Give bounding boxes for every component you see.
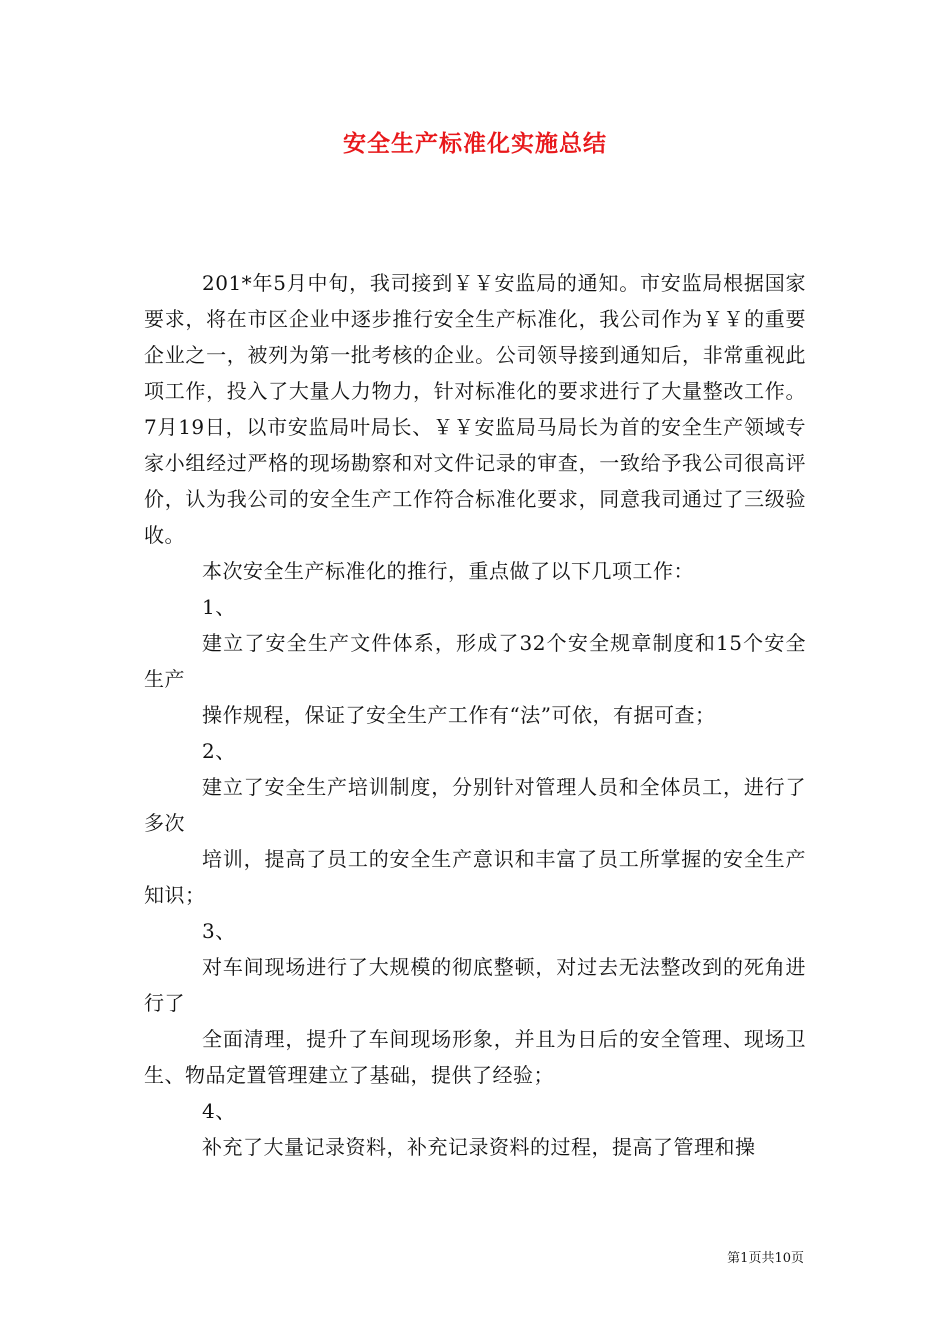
list-number-1: 1、: [202, 595, 236, 619]
document-title: 安全生产标准化实施总结: [343, 130, 607, 157]
list-number-2: 2、: [202, 739, 236, 763]
paragraph-summary: 本次安全生产标准化的推行，重点做了以下几项工作：: [202, 559, 694, 583]
list-item-2-line-2: 培训，提高了员工的安全生产意识和丰富了员工所掌握的安全生产知识；: [144, 847, 806, 907]
document-body: [144, 265, 806, 1165]
list-number-4: 4、: [202, 1099, 236, 1123]
page-number-footer: 第1页共10页: [727, 1251, 804, 1266]
list-number-3: 3、: [202, 919, 236, 943]
list-item-3-line-2: 全面清理，提升了车间现场形象，并且为日后的安全管理、现场卫生、物品定置管理建立了基础，提供了经验；: [144, 1027, 806, 1087]
list-item-1-line-2: 操作规程，保证了安全生产工作有“法”可依，有据可查；: [202, 703, 716, 727]
paragraph-intro: 201*年5月中旬，我司接到￥￥安监局的通知。市安监局根据国家要求，将在市区企业中逐步推行安全生产标准化，我公司作为￥￥的重要企业之一，被列为第一批考核的企业。公司领导接到通知后，非常重视此项工作，投入了大量人力物力，针对标准化的要求进行了大量整改工作。7月19日，以市安监局叶局长、￥￥安监局马局长为首的安全生产领域专家小组经过严格的现场勘察和对文件记录的审查，一致给予我公司很高评价，认为我公司的安全生产工作符合标准化要求，同意我司通过了三级验收。: [144, 271, 806, 547]
list-item-4-line-1: 补充了大量记录资料，补充记录资料的过程，提高了管理和操: [202, 1135, 756, 1159]
list-item-2-line-1: 建立了安全生产培训制度，分别针对管理人员和全体员工，进行了多次: [144, 775, 806, 835]
list-item-3-line-1: 对车间现场进行了大规模的彻底整顿，对过去无法整改到的死角进行了: [144, 955, 806, 1015]
list-item-1-line-1: 建立了安全生产文件体系，形成了32个安全规章制度和15个安全生产: [144, 631, 806, 691]
